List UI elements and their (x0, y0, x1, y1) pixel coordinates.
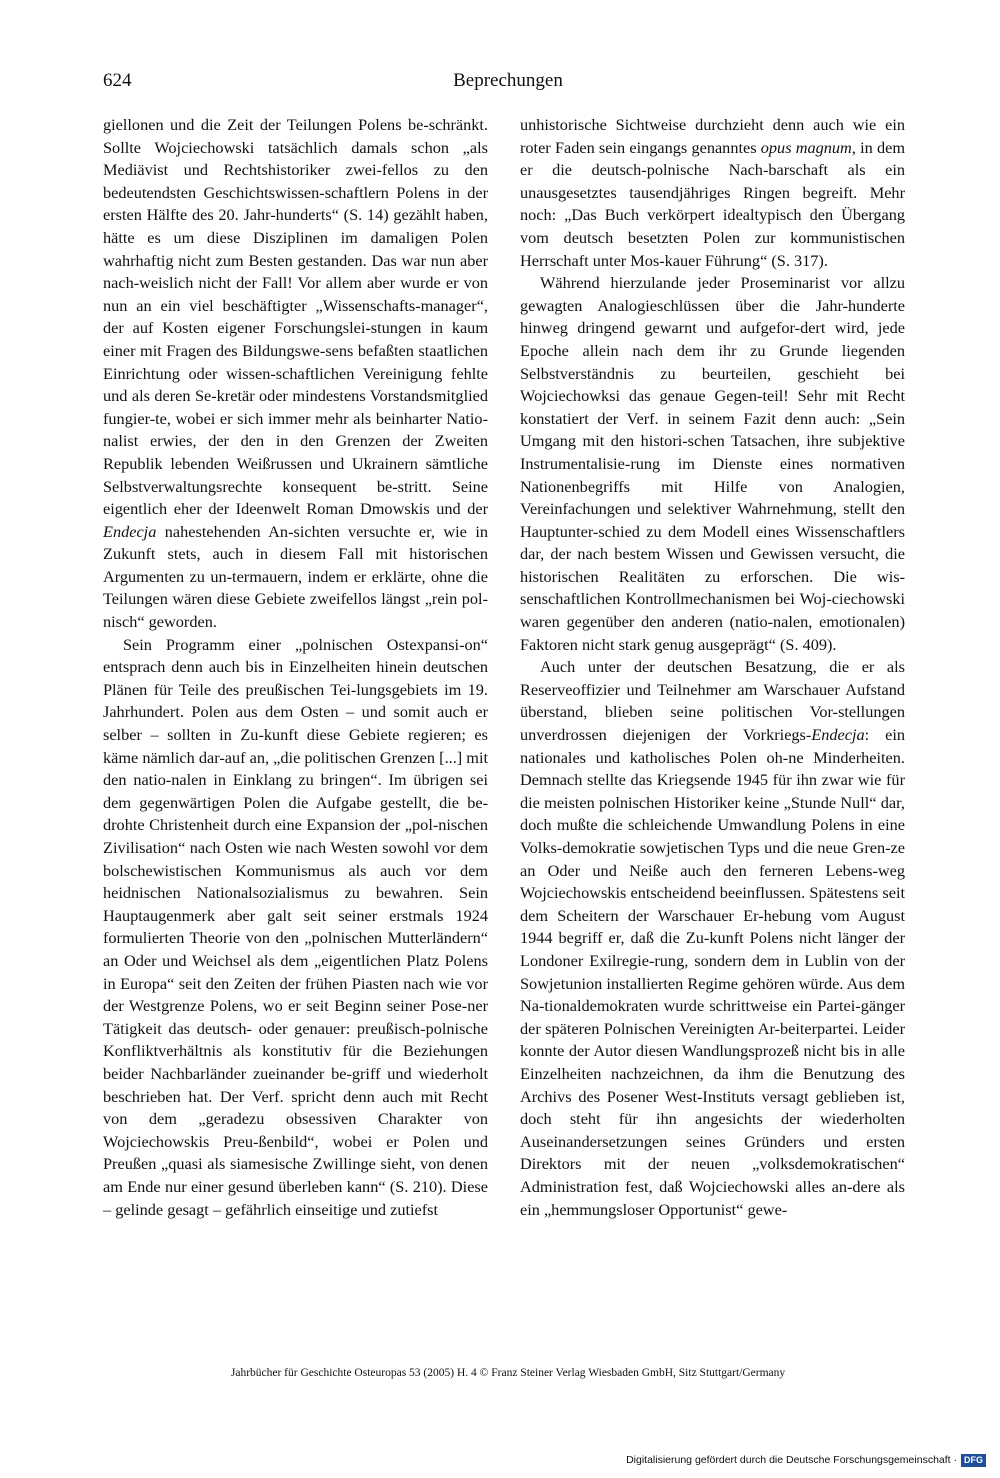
paragraph: giellonen und die Zeit der Teilungen Polens be-schränkt. Sollte Wojciechowski tatsächlich damals schon „als Mediävist und Rechtshistoriker zwei-fellos zu den bedeutendsten Geschichtswissen-schaftlern Polens in der ersten Hälfte des 20. Jahr-hunderts“ (S. 14) gezählt haben, hätte es um diese Disziplinen im damaligen Polen wahrhaftig nicht zum Besten gestanden. Das war nun aber nach-weislich nicht der Fall! Vor allem aber wurde er von nun an ein viel beschäftigter „Wissenschafts-manager“, der auf Kosten eigener Forschungslei-stungen in kaum einer mit Fragen des Bildungswe-sens befaßten staatlichen Einrichtung oder wissen-schaftlichen Vereinigung fehlte und als deren Se-kretär oder mindestens Vorstandsmitglied fungier-te, wobei er sich immer mehr als beinharter Natio-nalist erwies, der den in den Grenzen der Zweiten Republik lebenden Weißrussen und Ukrainern sämtliche Selbstverwaltungsrechte konsequent be-stritt. Seine eigentlich eher der Ideenwelt Roman Dmowskis und der Endecja nahestehenden An-sichten versuchte er, wie in Zukunft stets, auch in diesem Fall mit historischen Argumenten zu un-termauern, indem er erklärte, ohne die Teilungen wären diese Gebiete zweifellos längst „rein pol-nisch“ geworden. (103, 115, 488, 632)
page-number: 624 (103, 70, 132, 91)
paragraph: Auch unter der deutschen Besatzung, die er als Reserveoffizier und Teilnehmer am Warschauer Aufstand überstand, blieben seine politischen Vor-stellungen unverdrossen diejenigen der Vorkriegs-Endecja: ein nationales und katholisches Polen oh-ne Minderheiten. Demnach stellte das Kriegsende 1945 für ihn zwar wie für die meisten polnischen Historiker keine „Stunde Null“ dar, doch mußte die schleichende Umwandlung Polens in eine Volks-demokratie sowjetischen Typs und die neue Gren-ze an Oder und Neiße auch den ferneren Lebens-weg Wojciechowskis entscheidend beeinflussen. Spätestens seit dem Scheitern der Warschauer Er-hebung vom August 1944 begriff er, daß die Zu-kunft Polens nicht länger der Londoner Exilregie-rung, sondern dem in Lublin von der Sowjetunion installierten Regime gehören würde. Aus dem Na-tionaldemokraten wurde schrittweise ein Partei-gänger der späteren Polnischen Vereinigten Ar-beiterpartei. Leider konnte der Autor diesen Wandlungsprozeß nicht bis in alle Einzelheiten nachzeichnen, da ihm die Benutzung des Archivs des Posener West-Instituts versagt geblieben ist, doch steht für ihn angesichts der wiederholten Auseinandersetzungen seines Gründers und ersten Direktors mit der neuen „volksdemokratischen“ Administration fest, daß Wojciechowski alles an-dere als ein „hemmungsloser Opportunist“ gewe- (520, 657, 906, 1219)
running-title: Beprechungen (453, 70, 563, 91)
paragraph: Während hierzulande jeder Proseminarist vor allzu gewagten Analogieschlüssen über die Jahr-hunderte hinweg dringend gewarnt und aufgefor-dert wird, jede Epoche allein nach dem ihr zu Grunde liegenden Selbstverständnis zu beurteilen, geschieht bei Wojciechowksi das genaue Gegen-teil! Sehr mit Recht konstatiert der Verf. in seinem Fazit denn auch: „Sein Umgang mit den histori-schen Tatsachen, ihre subjektive Instrumentalisie-rung im Dienste eines normativen Nationenbegriffs mit Hilfe von Analogien, Vereinfachungen und selektiver Wahrnehmung, stellt den Hauptunter-schied zu dem Modell eines Wissenschaftlers dar, der nach bestem Wissen und Gewissen versucht, die historischen Realitäten zu erforschen. Die wis-senschaftlichen Kontrollmechanismen bei Woj-ciechowski waren gegenüber den anderen (natio-nalen, emotionalen) Faktoren nicht stark genug ausgeprägt“ (S. 409). (520, 273, 905, 654)
right-column (520, 114, 905, 1221)
dfg-credit (626, 1452, 986, 1468)
paragraph: Sein Programm einer „polnischen Ostexpansi-on“ entsprach denn auch bis in Einzelheiten hinein deutschen Plänen für Teile des preußischen Tei-lungsgebiets im 19. Jahrhundert. Polen aus dem Osten – und somit auch er selber – sollten in Zu-kunft diese Gebiete regieren; es käme nämlich dar-auf an, „die politischen Grenzen [...] mit den natio-nalen in Einklang zu bringen“. Im übrigen sei dem gegenwärtigen Polen die Aufgabe gestellt, die be-drohte Christenheit durch eine Expansion der „pol-nischen Zivilisation“ nach Osten wie nach Westen sowohl vor dem bolschewistischen Kommunismus als auch vor dem heidnischen Nationalsozialismus zu bewahren. Sein Hauptaugenmerk aber galt seit seiner erstmals 1924 formulierten Theorie von den „polnischen Mutterländern“ an Oder und Weichsel als dem „eigentlichen Platz Polens in Europa“ seit den Zeiten der frühen Piasten nach wie vor der Westgrenze Polens, wo er seit Beginn seiner Pose-ner Tätigkeit das deutsch- oder genauer: preußisch-polnische Konfliktverhältnis als konstitutiv für die Beziehungen beider Nachbarländer zueinander be-griff und wiederholt beschrieben hat. Der Verf. spricht denn auch mit Recht von dem „geradezu obsessiven Charakter von Wojciechowskis Preu-ßenbild“, wobei er Polen und Preußen „quasi als siamesische Zwillinge sieht, von denen am Ende nur einer gesund überleben kann“ (S. 210). Diese – gelinde gesagt – gefährlich einseitige und zutiefst (103, 634, 488, 1219)
journal-copyright-line: Jahrbücher für Geschichte Osteuropas 53 (2005) H. 4 © Franz Steiner Verlag Wiesbaden GmbH, Sitz Stuttgart/Germany (230, 1367, 786, 1379)
dfg-credit-text: Digitalisierung gefördert durch die Deutsche Forschungsgemeinschaft · (626, 1454, 957, 1466)
page-header (103, 66, 913, 96)
left-column (103, 114, 488, 1221)
dfg-logo-icon: DFG (961, 1454, 986, 1467)
paragraph: unhistorische Sichtweise durchzieht denn auch wie ein roter Faden sein eingangs genanntes opus magnum, in dem er die deutsch-polnische Nach-barschaft als ein unausgesetztes tausendjähriges Ringen begreift. Mehr noch: „Das Buch verkörpert idealtypisch den Übergang vom deutsch besetzten Polen zur kommunistischen Herrschaft unter Mos-kauer Führung“ (S. 317). (520, 115, 905, 270)
